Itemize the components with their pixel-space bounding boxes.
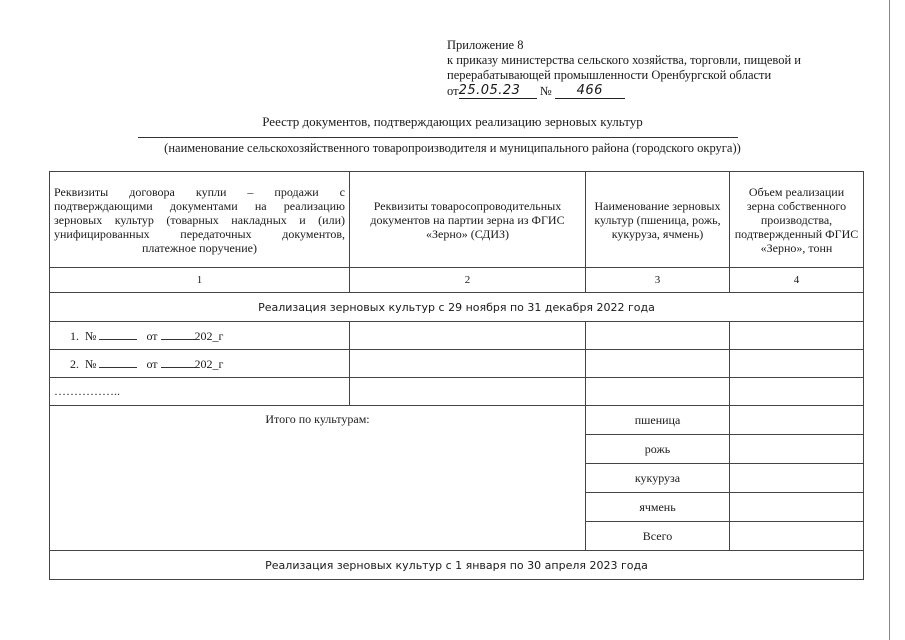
item-label: 2. № от 202_г [50,350,350,378]
appendix-date-line [447,83,801,99]
header-contract-details: Реквизиты договора купли – продажи с подтверждающими документами на реализацию зерновых культур (товарных накладных и (или) унифицированных передаточных документов, платежное поручение) [50,172,350,268]
appendix-order-line-2: перерабатывающей промышленности Оренбургской области [447,68,772,82]
crop-rye: рожь [586,435,730,464]
handwritten-date: 25.05.23 [459,83,537,99]
crop-rye-volume [730,435,864,464]
totals-label: Итого по культурам: [50,406,586,551]
crop-wheat-volume [730,406,864,435]
crop-wheat: пшеница [586,406,730,435]
producer-name-caption: (наименование сельскохозяйственного товаропроизводителя и муниципального района (городского округа)) [164,141,741,155]
crop-total-volume [730,522,864,551]
item-transport-cell [350,322,586,350]
item-label: 1. № от 202_г [50,322,350,350]
period-2023-label: Реализация зерновых культур с 1 января по 30 апреля 2023 года [50,551,864,580]
ellipsis-cell: …………….. [50,378,350,406]
appendix-header [447,38,801,99]
item-volume-cell [730,350,864,378]
item-transport-cell [350,350,586,378]
number-prefix: № [539,84,552,98]
crop-corn-volume [730,464,864,493]
table-row [50,322,864,350]
column-number-4: 4 [730,268,864,293]
column-number-2: 2 [350,268,586,293]
table-row [50,378,864,406]
column-number-row [50,268,864,293]
period-2022-label: Реализация зерновых культур с 29 ноября по 31 декабря 2022 года [50,293,864,322]
handwritten-number: 466 [555,83,625,99]
item-crop-cell [586,322,730,350]
registry-title: Реестр документов, подтверждающих реализацию зерновых культур [262,114,643,129]
table-row [50,350,864,378]
header-volume: Объем реализации зерна собственного производства, подтвержденный ФГИС «Зерно», тонн [730,172,864,268]
header-transport-docs: Реквизиты товаросопроводительных документов на партии зерна из ФГИС «Зерно» (СДИЗ) [350,172,586,268]
crop-barley: ячмень [586,493,730,522]
page-edge [889,0,890,640]
date-prefix: от [447,84,459,98]
header-row [50,172,864,268]
column-number-1: 1 [50,268,350,293]
period-row-2023 [50,551,864,580]
column-number-3: 3 [586,268,730,293]
appendix-order-line-1: к приказу министерства сельского хозяйства, торговли, пищевой и [447,53,801,67]
item-crop-cell [586,350,730,378]
registry-table [49,171,864,580]
crop-barley-volume [730,493,864,522]
header-crop-name: Наименование зерновых культур (пшеница, рожь, кукуруза, ячмень) [586,172,730,268]
crop-total: Всего [586,522,730,551]
period-row-2022 [50,293,864,322]
crop-corn: кукуруза [586,464,730,493]
totals-row-wheat [50,406,864,435]
appendix-title: Приложение 8 [447,38,524,52]
item-volume-cell [730,322,864,350]
producer-name-line [138,137,738,138]
